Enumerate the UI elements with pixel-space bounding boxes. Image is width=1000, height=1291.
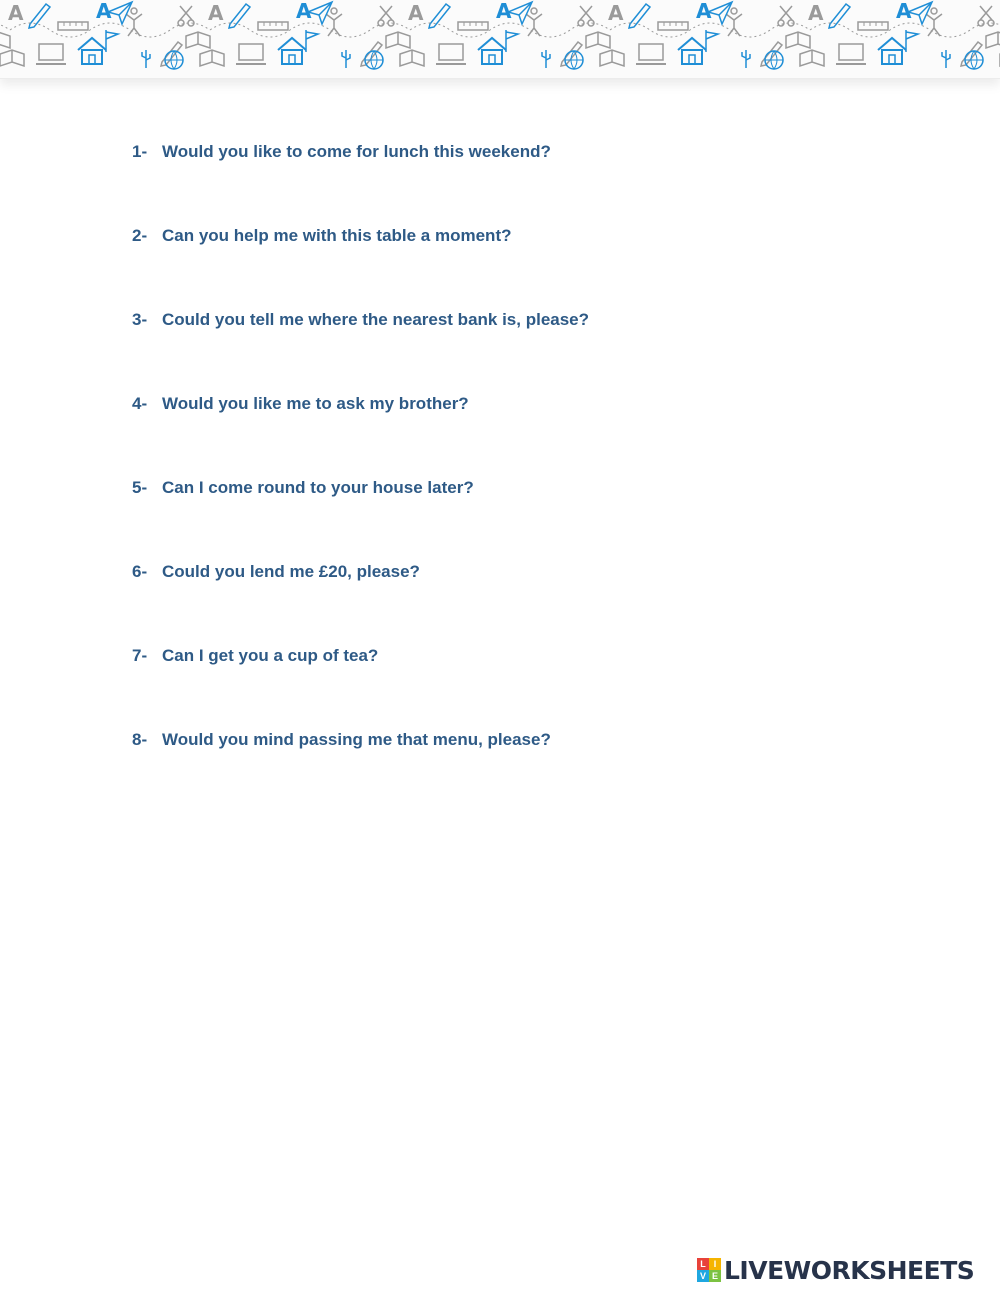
header-banner xyxy=(0,0,1000,79)
question-number: 7- xyxy=(132,646,148,665)
house-icon xyxy=(478,38,506,64)
person-icon xyxy=(126,8,142,36)
question-number: 1- xyxy=(132,142,148,161)
flag-icon xyxy=(506,30,518,52)
question-number: 4- xyxy=(132,394,148,413)
question-list xyxy=(132,141,589,813)
liveworksheets-logo-icon xyxy=(697,1258,721,1282)
dotted-line xyxy=(810,23,1000,37)
svg-text:A: A xyxy=(696,0,712,23)
question-number: 8- xyxy=(132,730,148,749)
book-icon xyxy=(200,50,224,66)
ruler-icon xyxy=(58,22,88,30)
question-text: Could you lend me £20, please? xyxy=(162,562,420,581)
house-icon xyxy=(78,38,106,64)
globe-icon xyxy=(765,51,783,69)
globe-icon xyxy=(565,51,583,69)
letter-a-icon xyxy=(408,1,424,25)
globe-icon xyxy=(165,51,183,69)
question-text: Could you tell me where the nearest bank is, please? xyxy=(162,310,590,329)
cactus-icon xyxy=(142,50,150,68)
question-number: 2- xyxy=(132,226,148,245)
question-number: 3- xyxy=(132,310,148,329)
svg-text:A: A xyxy=(96,0,112,23)
school-doodle-pattern xyxy=(0,0,1000,78)
globe-icon xyxy=(365,51,383,69)
svg-text:A: A xyxy=(896,0,912,23)
book-icon xyxy=(186,32,210,48)
question-item xyxy=(132,393,589,477)
letter-a-icon xyxy=(96,0,112,23)
house-icon xyxy=(678,38,706,64)
paper-plane-icon xyxy=(508,2,532,24)
house-icon xyxy=(878,38,906,64)
book-icon xyxy=(0,32,10,48)
book-icon xyxy=(600,50,624,66)
logo-letter: L xyxy=(697,1258,709,1270)
question-item xyxy=(132,477,589,561)
ruler-icon xyxy=(258,22,288,30)
question-item xyxy=(132,309,589,393)
book-icon xyxy=(586,32,610,48)
liveworksheets-brand[interactable] xyxy=(697,1255,974,1285)
svg-text:A: A xyxy=(808,1,824,25)
person-icon xyxy=(726,8,742,36)
person-icon xyxy=(326,8,342,36)
svg-text:A: A xyxy=(208,1,224,25)
laptop-icon xyxy=(36,44,66,64)
flag-icon xyxy=(106,30,118,52)
logo-letter: E xyxy=(709,1270,721,1282)
svg-text:A: A xyxy=(496,0,512,23)
ruler-icon xyxy=(458,22,488,30)
person-icon xyxy=(526,8,542,36)
book-icon xyxy=(800,50,824,66)
question-number: 6- xyxy=(132,562,148,581)
letter-a-icon xyxy=(8,1,24,25)
flag-icon xyxy=(906,30,918,52)
svg-text:A: A xyxy=(296,0,312,23)
paper-plane-icon xyxy=(108,2,132,24)
person-icon xyxy=(926,8,942,36)
question-item xyxy=(132,141,589,225)
paper-plane-icon xyxy=(708,2,732,24)
letter-a-icon xyxy=(896,0,912,23)
paper-plane-icon xyxy=(308,2,332,24)
book-icon xyxy=(0,50,24,66)
letter-a-icon xyxy=(608,1,624,25)
cactus-icon xyxy=(942,50,950,68)
ruler-icon xyxy=(858,22,888,30)
svg-text:A: A xyxy=(408,1,424,25)
svg-text:A: A xyxy=(8,1,24,25)
question-item xyxy=(132,645,589,729)
book-icon xyxy=(400,50,424,66)
ruler-icon xyxy=(658,22,688,30)
question-item xyxy=(132,561,589,645)
logo-letter: V xyxy=(697,1270,709,1282)
cactus-icon xyxy=(742,50,750,68)
letter-a-icon xyxy=(208,1,224,25)
question-text: Can I come round to your house later? xyxy=(162,478,474,497)
question-text: Would you like to come for lunch this weekend? xyxy=(162,142,551,161)
globe-icon xyxy=(965,51,983,69)
book-icon xyxy=(386,32,410,48)
question-item xyxy=(132,729,589,813)
laptop-icon xyxy=(636,44,666,64)
house-icon xyxy=(278,38,306,64)
scissors-icon xyxy=(578,6,594,26)
book-icon xyxy=(786,32,810,48)
laptop-icon xyxy=(236,44,266,64)
question-item xyxy=(132,225,589,309)
laptop-icon xyxy=(436,44,466,64)
letter-a-icon xyxy=(496,0,512,23)
scissors-icon xyxy=(978,6,994,26)
cactus-icon xyxy=(542,50,550,68)
brand-name: LIVEWORKSHEETS xyxy=(724,1255,975,1285)
question-text: Would you like me to ask my brother? xyxy=(162,394,469,413)
question-text: Can you help me with this table a moment? xyxy=(162,226,512,245)
scissors-icon xyxy=(778,6,794,26)
flag-icon xyxy=(306,30,318,52)
letter-a-icon xyxy=(808,1,824,25)
logo-letter: I xyxy=(709,1258,721,1270)
scissors-icon xyxy=(378,6,394,26)
paper-plane-icon xyxy=(908,2,932,24)
question-text: Would you mind passing me that menu, please? xyxy=(162,730,551,749)
cactus-icon xyxy=(342,50,350,68)
flag-icon xyxy=(706,30,718,52)
book-icon xyxy=(986,32,1000,48)
letter-a-icon xyxy=(296,0,312,23)
letter-a-icon xyxy=(696,0,712,23)
scissors-icon xyxy=(178,6,194,26)
svg-text:A: A xyxy=(608,1,624,25)
question-number: 5- xyxy=(132,478,148,497)
question-text: Can I get you a cup of tea? xyxy=(162,646,379,665)
laptop-icon xyxy=(836,44,866,64)
